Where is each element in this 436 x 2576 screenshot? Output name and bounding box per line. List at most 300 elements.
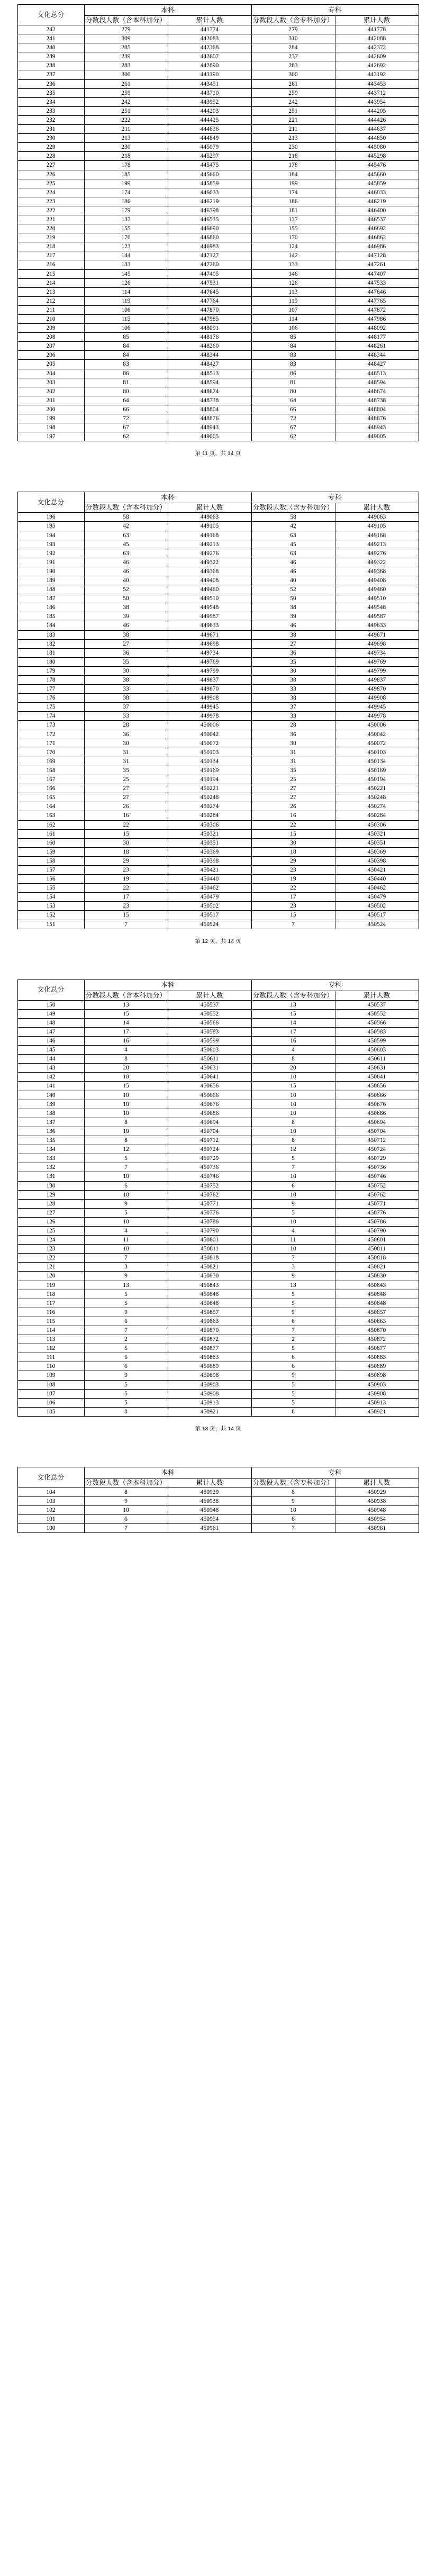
benke-cumulative-cell: 450830 [168, 1272, 251, 1281]
benke-cumulative-cell: 450194 [168, 775, 251, 784]
table-row [17, 34, 419, 43]
table-row [17, 1109, 419, 1118]
benke-segment-cell: 9 [84, 1497, 168, 1506]
zhuanke-cumulative-cell: 450284 [335, 811, 419, 820]
benke-segment-cell: 145 [84, 269, 168, 278]
zhuanke-segment-cell: 63 [251, 531, 335, 540]
benke-segment-cell: 35 [84, 657, 168, 666]
zhuanke-segment-cell: 10 [251, 1109, 335, 1118]
document-page-14 [0, 1451, 436, 1533]
table-row [17, 1245, 419, 1254]
score-cell: 178 [17, 676, 84, 685]
score-cell: 106 [17, 1398, 84, 1407]
benke-segment-cell: 50 [84, 594, 168, 603]
page-break-spacer-3 [0, 1432, 436, 1451]
benke-cumulative-cell: 445859 [168, 179, 251, 188]
benke-cumulative-cell: 450599 [168, 1037, 251, 1046]
table-row [17, 378, 419, 387]
benke-cumulative-cell: 450103 [168, 748, 251, 757]
score-cell: 136 [17, 1127, 84, 1136]
zhuanke-cumulative-cell: 450656 [335, 1082, 419, 1091]
score-cell: 199 [17, 414, 84, 423]
table-row [17, 856, 419, 865]
benke-cumulative-cell: 450938 [168, 1497, 251, 1506]
zhuanke-cumulative-cell: 450248 [335, 793, 419, 802]
benke-segment-cell: 9 [84, 1272, 168, 1281]
benke-cumulative-cell: 450903 [168, 1380, 251, 1389]
table-row [17, 188, 419, 197]
score-cell: 204 [17, 369, 84, 378]
benke-cumulative-cell: 445079 [168, 143, 251, 152]
zhuanke-cumulative-cell: 448344 [335, 351, 419, 360]
score-cell: 113 [17, 1335, 84, 1344]
benke-segment-cell: 155 [84, 224, 168, 233]
zhuanke-cumulative-cell: 449769 [335, 657, 419, 666]
score-cell: 225 [17, 179, 84, 188]
benke-cumulative-cell: 450351 [168, 838, 251, 847]
table-row [17, 134, 419, 143]
table-header [17, 492, 419, 513]
table-row [17, 531, 419, 540]
table-row [17, 666, 419, 675]
column-group-benke: 本科 [84, 5, 251, 16]
score-cell: 125 [17, 1226, 84, 1235]
table-row [17, 324, 419, 333]
zhuanke-cumulative-cell: 450913 [335, 1398, 419, 1407]
zhuanke-segment-cell: 126 [251, 278, 335, 287]
benke-cumulative-cell: 442083 [168, 34, 251, 43]
zhuanke-cumulative-cell: 445660 [335, 170, 419, 179]
score-cell: 191 [17, 558, 84, 567]
score-cell: 150 [17, 1000, 84, 1009]
score-cell: 221 [17, 215, 84, 224]
zhuanke-segment-cell: 30 [251, 666, 335, 675]
score-cell: 219 [17, 233, 84, 242]
zhuanke-cumulative-cell: 450566 [335, 1018, 419, 1027]
benke-cumulative-cell: 450811 [168, 1245, 251, 1254]
score-cell: 152 [17, 911, 84, 920]
column-header-zhuanke-segment: 分数段人数（含专科加分） [251, 1478, 335, 1487]
zhuanke-cumulative-cell: 448804 [335, 405, 419, 414]
table-row [17, 1254, 419, 1263]
zhuanke-segment-cell: 178 [251, 161, 335, 170]
zhuanke-segment-cell: 20 [251, 1064, 335, 1073]
benke-segment-cell: 8 [84, 1118, 168, 1127]
benke-cumulative-cell: 450462 [168, 884, 251, 893]
zhuanke-cumulative-cell: 450321 [335, 829, 419, 838]
score-cell: 196 [17, 513, 84, 522]
benke-cumulative-cell: 446033 [168, 188, 251, 197]
zhuanke-segment-cell: 25 [251, 775, 335, 784]
zhuanke-cumulative-cell: 450641 [335, 1073, 419, 1082]
benke-cumulative-cell: 449799 [168, 666, 251, 675]
zhuanke-segment-cell: 10 [251, 1073, 335, 1082]
benke-cumulative-cell: 450686 [168, 1109, 251, 1118]
zhuanke-segment-cell: 26 [251, 802, 335, 811]
zhuanke-segment-cell: 15 [251, 1009, 335, 1018]
zhuanke-cumulative-cell: 450583 [335, 1027, 419, 1036]
score-cell: 122 [17, 1254, 84, 1263]
score-cell: 153 [17, 902, 84, 911]
benke-cumulative-cell: 450746 [168, 1172, 251, 1181]
table-row [17, 1317, 419, 1326]
table-row [17, 1497, 419, 1506]
benke-segment-cell: 309 [84, 34, 168, 43]
zhuanke-segment-cell: 251 [251, 106, 335, 115]
zhuanke-segment-cell: 300 [251, 70, 335, 79]
zhuanke-cumulative-cell: 450843 [335, 1281, 419, 1290]
benke-segment-cell: 218 [84, 152, 168, 161]
zhuanke-segment-cell: 5 [251, 1344, 335, 1353]
benke-segment-cell: 174 [84, 188, 168, 197]
column-header-benke-segment: 分数段人数（含本科加分） [84, 1478, 168, 1487]
zhuanke-cumulative-cell: 445298 [335, 152, 419, 161]
benke-cumulative-cell: 450843 [168, 1281, 251, 1290]
zhuanke-segment-cell: 5 [251, 1299, 335, 1308]
zhuanke-segment-cell: 113 [251, 287, 335, 296]
zhuanke-cumulative-cell: 448943 [335, 423, 419, 432]
benke-segment-cell: 144 [84, 251, 168, 260]
benke-cumulative-cell: 446860 [168, 233, 251, 242]
benke-cumulative-cell: 449633 [168, 621, 251, 630]
score-cell: 192 [17, 549, 84, 558]
zhuanke-segment-cell: 38 [251, 603, 335, 612]
zhuanke-segment-cell: 64 [251, 396, 335, 405]
table-row [17, 97, 419, 106]
zhuanke-cumulative-cell: 450479 [335, 893, 419, 902]
table-row [17, 1407, 419, 1416]
zhuanke-segment-cell: 218 [251, 152, 335, 161]
benke-cumulative-cell: 441774 [168, 25, 251, 34]
table-row [17, 432, 419, 441]
benke-segment-cell: 7 [84, 1326, 168, 1335]
score-cell: 194 [17, 531, 84, 540]
benke-segment-cell: 38 [84, 603, 168, 612]
score-cell: 105 [17, 1407, 84, 1416]
zhuanke-cumulative-cell: 450961 [335, 1524, 419, 1533]
zhuanke-cumulative-cell: 450599 [335, 1037, 419, 1046]
benke-segment-cell: 5 [84, 1389, 168, 1398]
benke-segment-cell: 106 [84, 324, 168, 333]
zhuanke-segment-cell: 3 [251, 1263, 335, 1272]
table-row [17, 423, 419, 432]
zhuanke-segment-cell: 17 [251, 1027, 335, 1036]
benke-segment-cell: 30 [84, 666, 168, 675]
score-cell: 158 [17, 856, 84, 865]
benke-segment-cell: 23 [84, 865, 168, 874]
benke-segment-cell: 15 [84, 1009, 168, 1018]
benke-cumulative-cell: 449322 [168, 558, 251, 567]
score-cell: 188 [17, 585, 84, 594]
zhuanke-cumulative-cell: 446033 [335, 188, 419, 197]
benke-segment-cell: 38 [84, 676, 168, 685]
score-cell: 155 [17, 884, 84, 893]
zhuanke-cumulative-cell: 447261 [335, 260, 419, 269]
benke-cumulative-cell: 450221 [168, 784, 251, 793]
benke-segment-cell: 16 [84, 1037, 168, 1046]
zhuanke-segment-cell: 9 [251, 1199, 335, 1208]
column-header-score: 文化总分 [17, 1467, 84, 1487]
zhuanke-segment-cell: 279 [251, 25, 335, 34]
benke-segment-cell: 16 [84, 811, 168, 820]
benke-segment-cell: 13 [84, 1000, 168, 1009]
benke-cumulative-cell: 450724 [168, 1145, 251, 1154]
table-row [17, 405, 419, 414]
table-row [17, 179, 419, 188]
zhuanke-cumulative-cell: 448261 [335, 342, 419, 351]
zhuanke-cumulative-cell: 444205 [335, 106, 419, 115]
benke-cumulative-cell: 448176 [168, 333, 251, 342]
table-row [17, 630, 419, 639]
zhuanke-segment-cell: 40 [251, 576, 335, 585]
benke-segment-cell: 22 [84, 820, 168, 829]
benke-cumulative-cell: 450398 [168, 856, 251, 865]
zhuanke-cumulative-cell: 449063 [335, 513, 419, 522]
score-cell: 154 [17, 893, 84, 902]
table-row [17, 1199, 419, 1208]
zhuanke-cumulative-cell: 450857 [335, 1308, 419, 1317]
benke-cumulative-cell: 449587 [168, 612, 251, 621]
column-group-zhuanke: 专科 [251, 979, 419, 991]
column-header-benke-cumulative: 累计人数 [168, 16, 251, 25]
table-row [17, 847, 419, 856]
benke-cumulative-cell: 448674 [168, 387, 251, 396]
zhuanke-segment-cell: 35 [251, 657, 335, 666]
score-cell: 112 [17, 1344, 84, 1353]
benke-segment-cell: 6 [84, 1353, 168, 1362]
score-cell: 241 [17, 34, 84, 43]
zhuanke-cumulative-cell: 450676 [335, 1100, 419, 1109]
zhuanke-cumulative-cell: 446692 [335, 224, 419, 233]
zhuanke-segment-cell: 259 [251, 88, 335, 97]
benke-segment-cell: 46 [84, 567, 168, 576]
score-cell: 185 [17, 612, 84, 621]
zhuanke-cumulative-cell: 450462 [335, 884, 419, 893]
table-row [17, 549, 419, 558]
table-row [17, 585, 419, 594]
table-row [17, 1236, 419, 1245]
score-cell: 104 [17, 1487, 84, 1496]
benke-segment-cell: 211 [84, 125, 168, 134]
zhuanke-cumulative-cell: 448876 [335, 414, 419, 423]
zhuanke-cumulative-cell: 445859 [335, 179, 419, 188]
zhuanke-cumulative-cell: 447128 [335, 251, 419, 260]
score-cell: 134 [17, 1145, 84, 1154]
table-row [17, 1055, 419, 1064]
zhuanke-segment-cell: 10 [251, 1127, 335, 1136]
benke-cumulative-cell: 442368 [168, 43, 251, 52]
benke-segment-cell: 27 [84, 639, 168, 648]
score-cell: 208 [17, 333, 84, 342]
zhuanke-cumulative-cell: 450811 [335, 1245, 419, 1254]
zhuanke-segment-cell: 37 [251, 703, 335, 712]
score-cell: 223 [17, 197, 84, 206]
benke-segment-cell: 27 [84, 793, 168, 802]
benke-cumulative-cell: 450704 [168, 1127, 251, 1136]
score-cell: 108 [17, 1380, 84, 1389]
zhuanke-segment-cell: 261 [251, 79, 335, 88]
benke-cumulative-cell: 450641 [168, 1073, 251, 1082]
benke-cumulative-cell: 450134 [168, 757, 251, 766]
zhuanke-segment-cell: 7 [251, 1163, 335, 1172]
zhuanke-segment-cell: 107 [251, 305, 335, 314]
zhuanke-cumulative-cell: 448513 [335, 369, 419, 378]
zhuanke-segment-cell: 14 [251, 1018, 335, 1027]
benke-cumulative-cell: 443952 [168, 97, 251, 106]
zhuanke-segment-cell: 6 [251, 1362, 335, 1371]
column-header-zhuanke-segment: 分数段人数（含专科加分） [251, 503, 335, 513]
benke-cumulative-cell: 445475 [168, 161, 251, 170]
score-cell: 190 [17, 567, 84, 576]
zhuanke-cumulative-cell: 450072 [335, 739, 419, 748]
zhuanke-segment-cell: 83 [251, 351, 335, 360]
score-cell: 163 [17, 811, 84, 820]
table-row [17, 197, 419, 206]
table-row [17, 1281, 419, 1290]
benke-cumulative-cell: 450818 [168, 1254, 251, 1263]
zhuanke-segment-cell: 12 [251, 1145, 335, 1154]
benke-cumulative-cell: 450611 [168, 1055, 251, 1064]
benke-cumulative-cell: 450908 [168, 1389, 251, 1398]
zhuanke-cumulative-cell: 450351 [335, 838, 419, 847]
zhuanke-cumulative-cell: 450801 [335, 1236, 419, 1245]
benke-cumulative-cell: 447531 [168, 278, 251, 287]
benke-cumulative-cell: 450006 [168, 721, 251, 730]
score-cell: 220 [17, 224, 84, 233]
table-row [17, 594, 419, 603]
table-row [17, 1091, 419, 1100]
zhuanke-cumulative-cell: 450889 [335, 1362, 419, 1371]
table-row [17, 152, 419, 161]
score-cell: 135 [17, 1136, 84, 1145]
table-row [17, 1353, 419, 1362]
score-cell: 131 [17, 1172, 84, 1181]
score-cell: 226 [17, 170, 84, 179]
score-cell: 165 [17, 793, 84, 802]
zhuanke-cumulative-cell: 448092 [335, 324, 419, 333]
zhuanke-cumulative-cell: 450274 [335, 802, 419, 811]
table-row [17, 224, 419, 233]
score-cell: 143 [17, 1064, 84, 1073]
zhuanke-cumulative-cell: 450006 [335, 721, 419, 730]
benke-segment-cell: 28 [84, 721, 168, 730]
table-row [17, 1380, 419, 1389]
column-group-benke: 本科 [84, 979, 251, 991]
zhuanke-segment-cell: 39 [251, 612, 335, 621]
zhuanke-segment-cell: 31 [251, 757, 335, 766]
zhuanke-cumulative-cell: 450552 [335, 1009, 419, 1018]
zhuanke-cumulative-cell: 450631 [335, 1064, 419, 1073]
zhuanke-cumulative-cell: 449633 [335, 621, 419, 630]
table-row [17, 287, 419, 296]
table-row [17, 215, 419, 224]
benke-cumulative-cell: 450863 [168, 1317, 251, 1326]
zhuanke-cumulative-cell: 447646 [335, 287, 419, 296]
zhuanke-segment-cell: 50 [251, 594, 335, 603]
benke-cumulative-cell: 450848 [168, 1299, 251, 1308]
table-row [17, 396, 419, 405]
zhuanke-segment-cell: 72 [251, 414, 335, 423]
table-row [17, 1344, 419, 1353]
table-row [17, 269, 419, 278]
zhuanke-segment-cell: 33 [251, 712, 335, 721]
zhuanke-segment-cell: 8 [251, 1136, 335, 1145]
table-row [17, 206, 419, 215]
zhuanke-cumulative-cell: 450421 [335, 865, 419, 874]
table-row [17, 1217, 419, 1226]
table-row [17, 893, 419, 902]
benke-cumulative-cell: 449908 [168, 694, 251, 703]
benke-segment-cell: 62 [84, 432, 168, 441]
zhuanke-cumulative-cell: 450611 [335, 1055, 419, 1064]
benke-cumulative-cell: 450776 [168, 1208, 251, 1217]
score-distribution-table-page-12 [17, 492, 419, 929]
benke-segment-cell: 26 [84, 802, 168, 811]
table-row [17, 739, 419, 748]
zhuanke-cumulative-cell: 446400 [335, 206, 419, 215]
table-row [17, 1018, 419, 1027]
score-cell: 205 [17, 360, 84, 369]
column-group-benke: 本科 [84, 492, 251, 503]
table-row [17, 161, 419, 170]
benke-segment-cell: 133 [84, 260, 168, 269]
table-row [17, 1226, 419, 1235]
table-row [17, 43, 419, 52]
zhuanke-segment-cell: 4 [251, 1226, 335, 1235]
benke-segment-cell: 46 [84, 621, 168, 630]
score-cell: 222 [17, 206, 84, 215]
zhuanke-segment-cell: 30 [251, 739, 335, 748]
table-row [17, 639, 419, 648]
zhuanke-cumulative-cell: 450872 [335, 1335, 419, 1344]
score-cell: 144 [17, 1055, 84, 1064]
zhuanke-cumulative-cell: 450704 [335, 1127, 419, 1136]
benke-cumulative-cell: 449460 [168, 585, 251, 594]
score-cell: 156 [17, 875, 84, 884]
benke-cumulative-cell: 450752 [168, 1181, 251, 1190]
benke-cumulative-cell: 446690 [168, 224, 251, 233]
benke-segment-cell: 58 [84, 513, 168, 522]
zhuanke-segment-cell: 86 [251, 369, 335, 378]
table-header [17, 5, 419, 25]
table-row [17, 875, 419, 884]
benke-cumulative-cell: 450889 [168, 1362, 251, 1371]
zhuanke-segment-cell: 46 [251, 621, 335, 630]
benke-cumulative-cell: 448513 [168, 369, 251, 378]
table-row [17, 1263, 419, 1272]
zhuanke-cumulative-cell: 442372 [335, 43, 419, 52]
table-row [17, 657, 419, 666]
table-row [17, 540, 419, 549]
zhuanke-cumulative-cell: 450729 [335, 1154, 419, 1163]
benke-segment-cell: 64 [84, 396, 168, 405]
score-cell: 210 [17, 315, 84, 324]
benke-cumulative-cell: 450042 [168, 730, 251, 739]
benke-cumulative-cell: 447985 [168, 315, 251, 324]
benke-cumulative-cell: 447127 [168, 251, 251, 260]
score-cell: 116 [17, 1308, 84, 1317]
benke-segment-cell: 5 [84, 1208, 168, 1217]
zhuanke-segment-cell: 10 [251, 1100, 335, 1109]
zhuanke-segment-cell: 46 [251, 567, 335, 576]
score-cell: 139 [17, 1100, 84, 1109]
score-cell: 181 [17, 648, 84, 657]
table-row [17, 1100, 419, 1109]
table-row [17, 802, 419, 811]
benke-cumulative-cell: 450801 [168, 1236, 251, 1245]
benke-cumulative-cell: 450274 [168, 802, 251, 811]
score-cell: 109 [17, 1371, 84, 1380]
